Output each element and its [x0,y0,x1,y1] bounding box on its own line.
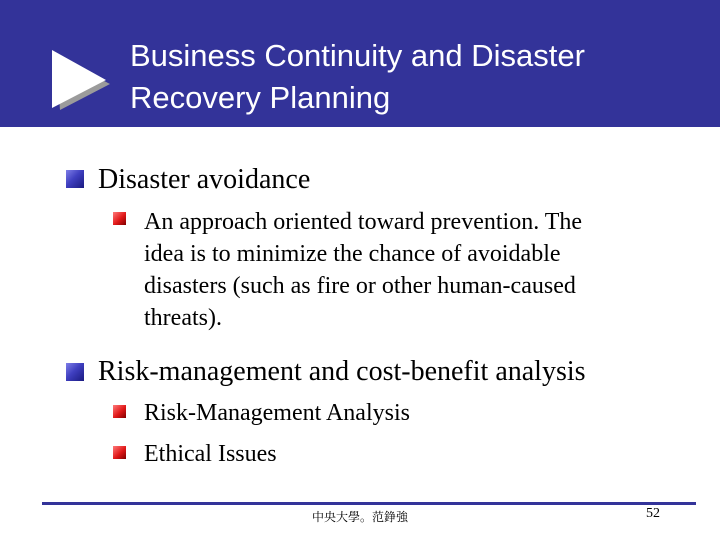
slide-title-line: Recovery Planning [130,80,391,115]
square-bullet-icon [113,405,126,418]
text-line: idea is to minimize the chance of avoidable [144,241,561,267]
square-bullet-icon [66,170,84,188]
square-bullet-icon [113,446,126,459]
slide-title [130,35,585,119]
bullet-text: Risk-Management Analysis [144,400,410,426]
square-bullet-icon [66,363,84,381]
bullet-text [144,206,674,334]
bullet-text: Ethical Issues [144,441,277,467]
page-number: 52 [646,506,660,521]
title-bar [0,0,720,127]
arrow-icon [52,50,110,112]
slide-title-line: Business Continuity and Disaster [130,38,585,73]
bullet-heading: Risk-management and cost-benefit analysis [98,356,586,387]
footer-divider [42,502,696,505]
footer-text: 中央大學。范錚強 [311,510,408,524]
square-bullet-icon [113,212,126,225]
text-line: threats). [144,305,222,331]
text-line: disasters (such as fire or other human-caused [144,273,576,299]
bullet-heading: Disaster avoidance [98,164,311,195]
text-line: An approach oriented toward prevention. The [144,209,583,235]
